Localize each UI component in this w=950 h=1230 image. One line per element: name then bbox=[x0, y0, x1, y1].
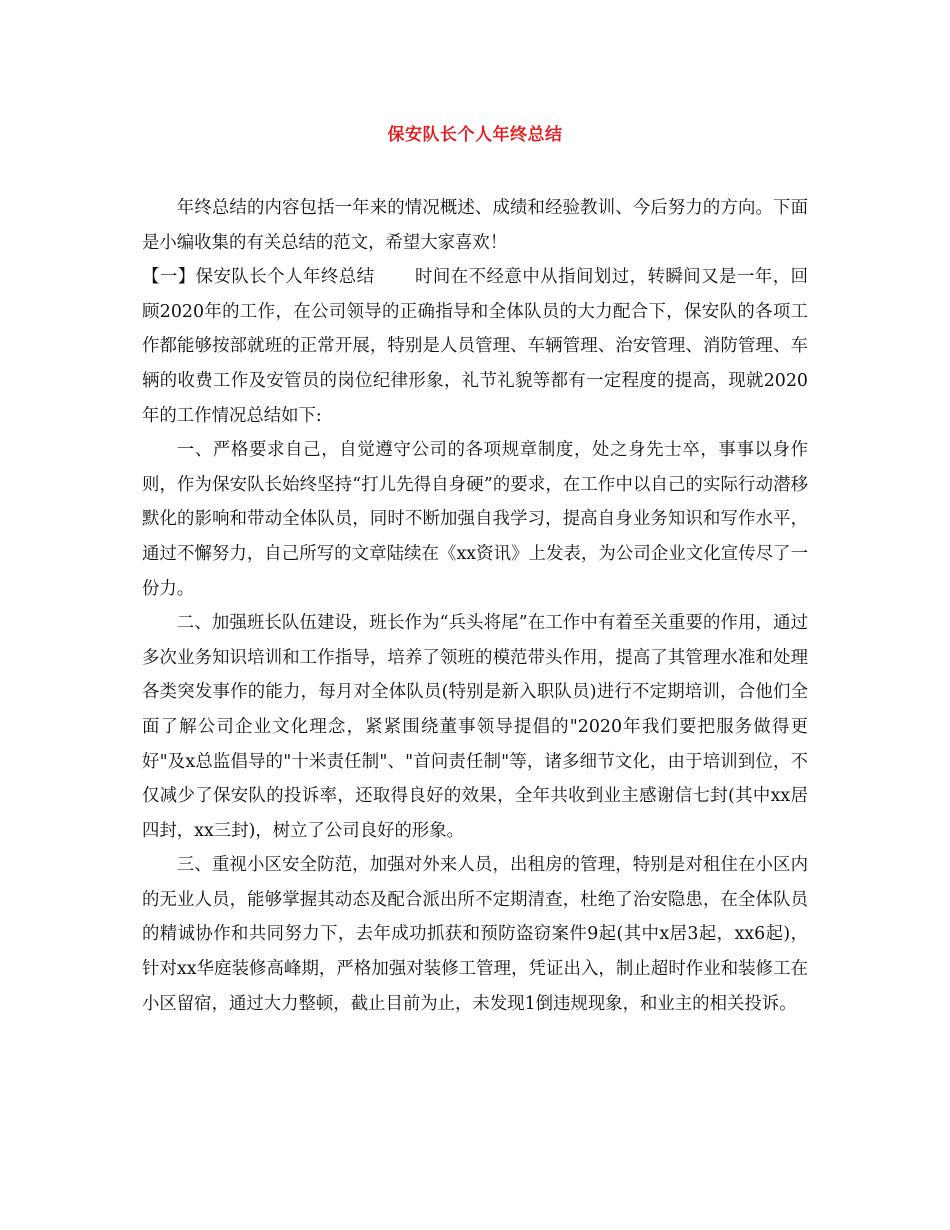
point-paragraph-one: 一、严格要求自己，自觉遵守公司的各项规章制度，处之身先士卒，事事以身作则，作为保安队长始终坚持“打儿先得自身硬”的要求，在工作中以自己的实际行动潜移默化的影响和带动全体队员，同时不断加强自我学习，提高自身业务知识和写作水平，通过不懈努力，自己所写的文章陆续在《xx资讯》上发表，为公司企业文化宣传尽了一份力。 bbox=[142, 440, 808, 599]
intro-paragraph: 年终总结的内容包括一年来的情况概述、成绩和经验教训、今后努力的方向。下面是小编收集的有关总结的范文，希望大家喜欢！ bbox=[142, 198, 808, 253]
section-heading: 【一】保安队长个人年终总结 bbox=[142, 267, 375, 288]
document-body bbox=[142, 191, 808, 1021]
section-lead-text: 时间在不经意中从指间划过，转瞬间又是一年，回顾2020年的工作，在公司领导的正确指导和全体队员的大力配合下，保安队的各项工作都能够按部就班的正常开展，特别是人员管理、车辆管理、治安管理、消防管理、车辆的收费工作及安管员的岗位纪律形象，礼节礼貌等都有一定程度的提高，现就2020年的工作情况总结如下: bbox=[142, 267, 808, 426]
section-one-paragraph bbox=[142, 260, 808, 433]
document-title: 保安队长个人年终总结 bbox=[387, 125, 563, 145]
point-paragraph-three: 三、重视小区安全防范，加强对外来人员，出租房的管理，特别是对租住在小区内的无业人员，能够掌握其动态及配合派出所不定期清查，杜绝了治安隐患，在全体队员的精诚协作和共同努力下，去年成功抓获和预防盗窃案件9起(其中x居3起，xx6起)，针对xx华庭装修高峰期，严格加强对装修工管理，凭证出入，制止超时作业和装修工在小区留宿，通过大力整顿，截止目前为止，未发现1倒违规现象，和业主的相关投诉。 bbox=[142, 855, 808, 1014]
point-paragraph-two: 二、加强班长队伍建设，班长作为“兵头将尾”在工作中有着至关重要的作用，通过多次业务知识培训和工作指导，培养了领班的模范带头作用，提高了其管理水准和处理各类突发事作的能力，每月对全体队员(特别是新入职队员)进行不定期培训，合他们全面了解公司企业文化理念，紧紧围绕董事领导提倡的"2020年我们要把服务做得更好"及x总监倡导的"十米责任制"、"首问责任制"等，诸多细节文化，由于培训到位，不仅减少了保安队的投诉率，还取得良好的效果，全年共收到业主感谢信七封(其中xx居四封，xx三封)，树立了公司良好的形象。 bbox=[142, 613, 808, 841]
